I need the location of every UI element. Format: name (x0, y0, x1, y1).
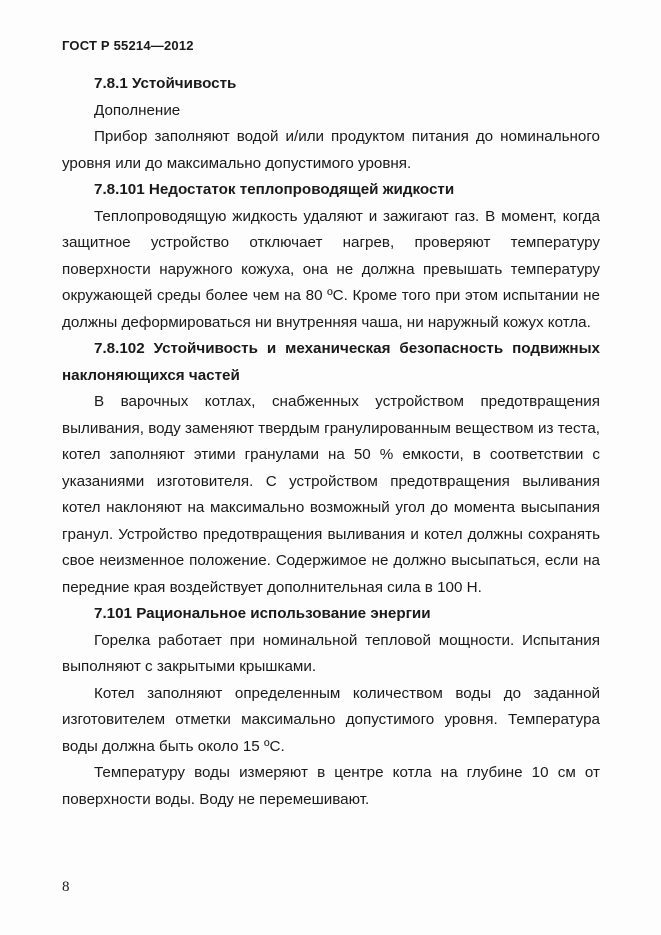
section-heading-7-8-101: 7.8.101 Недостаток теплопроводящей жидкости (94, 181, 455, 198)
section-heading-7-8-1: 7.8.1 Устойчивость (94, 75, 237, 92)
document-body (62, 71, 600, 813)
page-number: 8 (62, 879, 70, 895)
paragraph-heat-fluid-test: Теплопроводящую жидкость удаляют и зажигают газ. В момент, когда защитное устройство отключает нагрев, проверяют температуру поверхности наружного кожуха, она не должна превышать температуру окружающей среды более чем на 80 ºС. Кроме того при этом испытании не должны деформироваться ни внутренняя чаша, ни наружный кожух котла. (62, 207, 600, 331)
section-heading-7-101: 7.101 Рациональное использование энергии (94, 605, 431, 622)
paragraph-burner-operation: Горелка работает при номинальной тепловой мощности. Испытания выполняют с закрытыми крышками. (62, 631, 600, 675)
paragraph-tilting-test: В варочных котлах, снабженных устройством предотвращения выливания, воду заменяют твердым гранулированным веществом из теста, котел заполняют этими гранулами на 50 % емкости, в соответствии с указаниями изготовителя. С устройством предотвращения выливания котел наклоняют на максимально возможный угол до момента высыпания гранул. Устройство предотвращения выливания и котел должны сохранять свое неизменное положение. Содержимое не должно высыпаться, если на передние края воздействует дополнительная сила в 100 Н. (62, 393, 600, 596)
paragraph-kettle-filling: Котел заполняют определенным количеством воды до заданной изготовителем отметки максимально допустимого уровня. Температура воды должна быть около 15 ºС. (62, 684, 600, 755)
section-heading-7-8-102: 7.8.102 Устойчивость и механическая безопасность подвижных наклоняющихся частей (62, 340, 600, 384)
paragraph-addition: Дополнение (94, 101, 181, 119)
paragraph-water-temperature: Температуру воды измеряют в центре котла на глубине 10 см от поверхности воды. Воду не перемешивают. (62, 764, 600, 808)
paragraph-fill-instruction: Прибор заполняют водой и/или продуктом питания до номинального уровня или до максимально допустимого уровня. (62, 128, 600, 172)
page-header-standard-title: ГОСТ Р 55214—2012 (62, 38, 194, 53)
